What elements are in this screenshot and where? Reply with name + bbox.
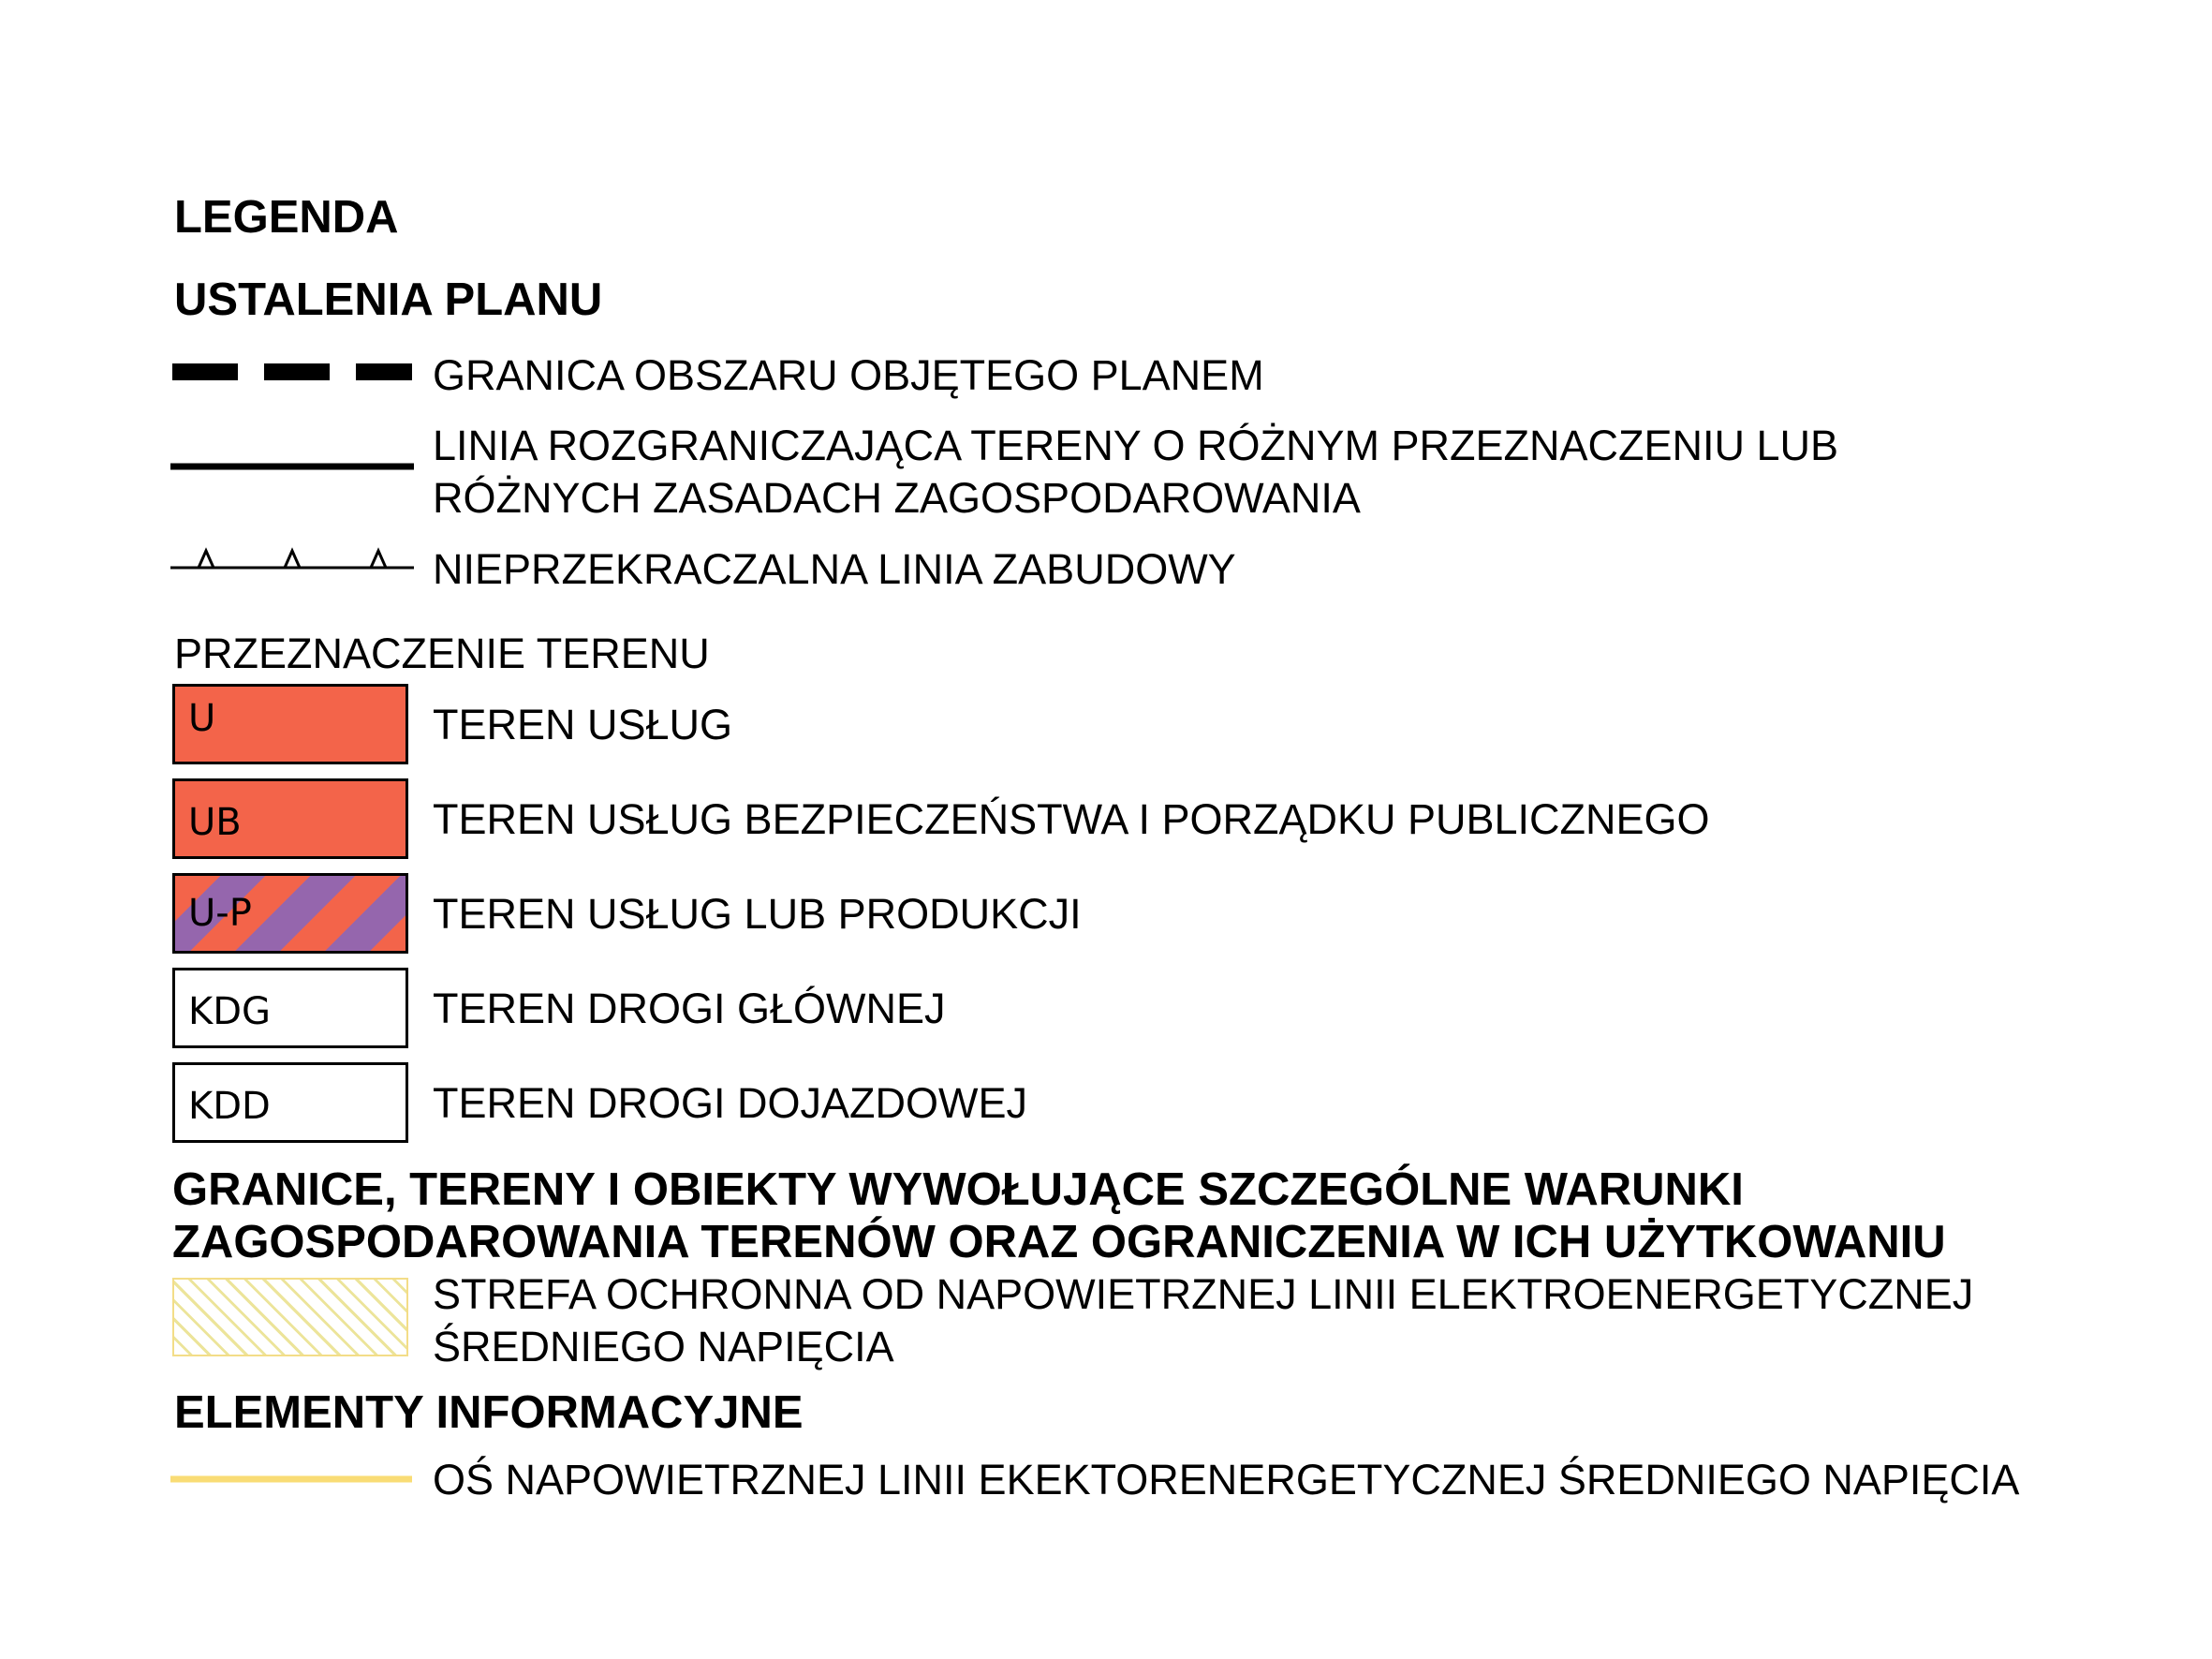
swatch-kdd (172, 1062, 408, 1143)
solid-line-icon (170, 461, 414, 472)
legend-title: LEGENDA (174, 192, 399, 243)
section-plan-heading: USTALENIA PLANU (174, 274, 603, 325)
legend-item-building-line: NIEPRZEKRACZALNA LINIA ZABUDOWY (433, 545, 1236, 593)
section-constraints-heading-1: GRANICE, TERENY I OBIEKTY WYWOŁUJĄCE SZCZEGÓLNE WARUNKI (172, 1164, 1744, 1215)
section-info-heading: ELEMENTY INFORMACYJNE (174, 1387, 804, 1438)
legend-item-dividing-line-1: LINIA ROZGRANICZAJĄCA TERENY O RÓŻNYM PRZEZNACZENIU LUB (433, 422, 1839, 469)
swatch-kdg (172, 968, 408, 1048)
yellow-line-icon (170, 1474, 412, 1484)
swatch-ub (172, 778, 408, 859)
legend-item-ub: TEREN USŁUG BEZPIECZEŃSTWA I PORZĄDKU PUBLICZNEGO (433, 795, 1710, 843)
swatch-code-u-p: U-P (188, 892, 252, 935)
section-constraints-heading-2: ZAGOSPODAROWANIA TERENÓW ORAZ OGRANICZENIA W ICH UŻYTKOWANIU (172, 1217, 1946, 1267)
legend-item-u-p: TEREN USŁUG LUB PRODUKCJI (433, 890, 1082, 938)
legend-item-kdd: TEREN DROGI DOJAZDOWEJ (433, 1079, 1028, 1127)
swatch-code-kdg: KDG (188, 990, 272, 1033)
swatch-code-kdd: KDD (188, 1085, 271, 1128)
swatch-u-p (172, 873, 408, 954)
swatch-code-ub: UB (188, 801, 242, 844)
swatch-u (172, 684, 408, 764)
legend-item-plan-boundary: GRANICA OBSZARU OBJĘTEGO PLANEM (433, 351, 1264, 399)
swatch-code-u: U (188, 697, 216, 740)
legend-item-protection-zone-2: ŚREDNIEGO NAPIĘCIA (433, 1323, 894, 1370)
legend-item-dividing-line-2: RÓŻNYCH ZASADACH ZAGOSPODAROWANIA (433, 474, 1361, 522)
section-land-use-heading: PRZEZNACZENIE TERENU (174, 630, 710, 677)
legend-item-kdg: TEREN DROGI GŁÓWNEJ (433, 985, 946, 1032)
dashed-line-icon (172, 362, 412, 382)
building-line-icon (170, 543, 414, 571)
legend-item-power-line-axis: OŚ NAPOWIETRZNEJ LINII EKEKTORENERGETYCZNEJ ŚREDNIEGO NAPIĘCIA (433, 1456, 2020, 1503)
hatched-zone-icon (172, 1278, 408, 1356)
legend-item-u: TEREN USŁUG (433, 701, 733, 748)
legend-item-protection-zone-1: STREFA OCHRONNA OD NAPOWIETRZNEJ LINII ELEKTROENERGETYCZNEJ (433, 1270, 1974, 1318)
